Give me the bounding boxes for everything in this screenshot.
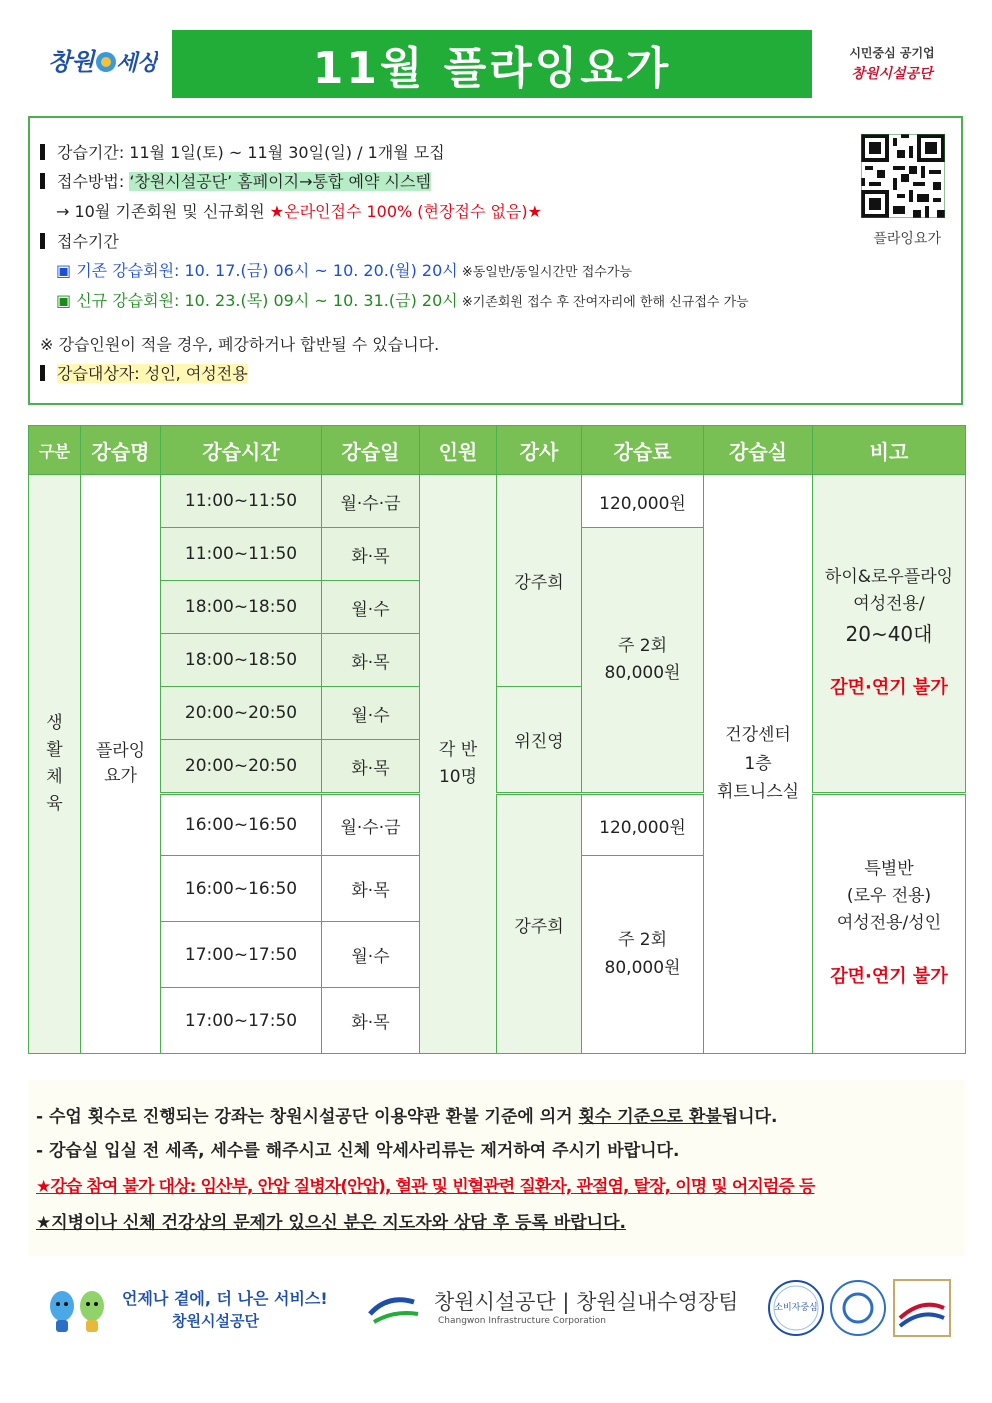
days-cell: 월·수·금 (322, 794, 420, 856)
schedule-table (28, 425, 966, 1054)
time-cell: 17:00~17:50 (161, 988, 322, 1054)
info-target: 강습대상자: 성인, 여성전용 (40, 361, 248, 384)
days-cell: 화·목 (322, 528, 420, 581)
svg-text:세상: 세상 (116, 51, 158, 76)
fee-cell: 120,000원 (582, 794, 704, 856)
remark-1-text: 하이&로우플라잉 여성전용/ (824, 566, 954, 615)
remark-2-no-discount: 감면·연기 불가 (830, 966, 948, 988)
remark-1-no-discount: 감면·연기 불가 (830, 677, 948, 699)
qr-code-icon[interactable] (861, 134, 945, 218)
existing-member-period: ▣ 기존 강습회원: 10. 17.(금) 06시 ~ 10. 20.(월) 20시 ※동일반/동일시간만 접수가능 (56, 261, 632, 280)
notice-refund: - 수업 횟수로 진행되는 강좌는 창원시설공단 이용약관 환불 기준에 의거 횟수 기준으로 환불됩니다. (36, 1107, 778, 1127)
col-header-capacity: 인원 (420, 426, 497, 475)
time-cell: 18:00~18:50 (161, 634, 322, 687)
instructor-cell: 위진영 (497, 687, 582, 794)
ccm-badge-label: 소비자중심 (774, 1303, 818, 1313)
footer-corporation (360, 1282, 750, 1338)
time-cell: 18:00~18:50 (161, 581, 322, 634)
footer-mascot-banner (44, 1278, 344, 1338)
room-cell: 건강센터 1층 휘트니스실 (704, 475, 813, 1054)
notice-restricted: ★강습 참여 불가 대상: 임산부, 안압 질병자(안압), 혈관 및 빈혈관련 질환자, 관절염, 탈장, 이명 및 어지럼증 등 (36, 1177, 815, 1197)
notice-preparation: - 강습실 입실 전 세족, 세수를 해주시고 신체 악세사리류는 제거하여 주시기 바랍니다. (36, 1141, 680, 1161)
svg-text:창원: 창원 (48, 48, 95, 76)
info-period: 강습기간: 11월 1일(토) ~ 11월 30일(일) / 1개월 모집 (40, 140, 445, 163)
col-header-category: 구분 (29, 426, 81, 475)
time-cell: 16:00~16:50 (161, 794, 322, 856)
remark-2-text: 특별반 (로우 전용) 여성전용/성인 (836, 858, 942, 934)
health-happiness-icon (364, 1284, 426, 1334)
col-header-time: 강습시간 (161, 426, 322, 475)
course-cell: 플라잉 요가 (81, 475, 161, 1054)
info-reg-period-label: 접수기간 (40, 229, 119, 252)
category-cell: 생 활 체 육 (29, 475, 81, 1054)
instructor-cell: 강주희 (497, 794, 582, 1054)
col-header-room: 강습실 (704, 426, 813, 475)
col-header-course: 강습명 (81, 426, 161, 475)
col-header-fee: 강습료 (582, 426, 704, 475)
days-cell: 월·수·금 (322, 475, 420, 528)
capacity-cell: 각 반 10명 (420, 475, 497, 1054)
info-method: 접수방법: ‘창원시설공단’ 홈페이지→통합 예약 시스템 (40, 169, 431, 192)
table-row (29, 475, 966, 528)
instructor-cell: 강주희 (497, 475, 582, 687)
info-warning: ※ 강습인원이 적을 경우, 폐강하거나 합반될 수 있습니다. (40, 335, 440, 354)
time-cell: 11:00~11:50 (161, 528, 322, 581)
col-header-remark: 비고 (813, 426, 966, 475)
time-cell: 11:00~11:50 (161, 475, 322, 528)
remark-cell-1 (813, 475, 966, 794)
table-row (29, 794, 966, 856)
days-cell: 월·수 (322, 581, 420, 634)
remark-cell-2 (813, 794, 966, 1054)
page-title: 11월 플라잉요가 (312, 43, 672, 94)
notice-box (28, 1080, 965, 1256)
footer-org: 창원시설공단 (172, 1312, 259, 1330)
days-cell: 화·목 (322, 740, 420, 794)
days-cell: 화·목 (322, 988, 420, 1054)
col-header-instructor: 강사 (497, 426, 582, 475)
days-cell: 월·수 (322, 922, 420, 988)
new-member-period: ▣ 신규 강습회원: 10. 23.(목) 09시 ~ 10. 31.(금) 20시 ※기존회원 접수 후 잔여자리에 한해 신규접수 가능 (56, 291, 749, 310)
method-value: ‘창원시설공단’ 홈페이지→통합 예약 시스템 (129, 172, 431, 191)
online-only-note: ★온라인접수 100% (현장접수 없음)★ (269, 202, 542, 221)
footer-slogan: 언제나 곁에, 더 나은 서비스! (122, 1289, 328, 1308)
notice-consult: ★지병이나 신체 건강상의 문제가 있으신 분은 지도자와 상담 후 등록 바랍니다. (36, 1213, 626, 1233)
remark-1-age: 20~40대 (845, 622, 933, 647)
title-banner (172, 30, 812, 98)
days-cell: 월·수 (322, 687, 420, 740)
days-cell: 화·목 (322, 856, 420, 922)
info-box (28, 116, 963, 405)
time-cell: 16:00~16:50 (161, 856, 322, 922)
mascot-icon (44, 1280, 116, 1336)
fee-cell: 120,000원 (582, 475, 704, 528)
corporation-slogan: 시민중심 공기업 (849, 46, 935, 60)
footer-certifications (766, 1278, 952, 1338)
fee-cell: 주 2회 80,000원 (582, 528, 704, 794)
corporation-name: 창원시설공단 (851, 66, 933, 82)
time-cell: 17:00~17:50 (161, 922, 322, 988)
service-quality-badge-icon (892, 1278, 952, 1338)
time-cell: 20:00~20:50 (161, 740, 322, 794)
changwon-city-logo (46, 36, 158, 86)
table-header-row (29, 426, 966, 475)
footer-corp-name: 창원시설공단 | 창원실내수영장팀 (434, 1290, 739, 1314)
corporation-logo (826, 44, 958, 84)
footer-corp-en: Changwon Infrastructure Corporation (438, 1316, 606, 1326)
col-header-days: 강습일 (322, 426, 420, 475)
info-method-note: → 10월 기존회원 및 신규회원 ★온라인접수 100% (현장접수 없음)★ (56, 202, 542, 221)
human-rights-badge-icon (828, 1278, 888, 1338)
fee-cell: 주 2회 80,000원 (582, 856, 704, 1054)
time-cell: 20:00~20:50 (161, 687, 322, 740)
days-cell: 화·목 (322, 634, 420, 687)
qr-label: 플라잉요가 (873, 231, 941, 247)
